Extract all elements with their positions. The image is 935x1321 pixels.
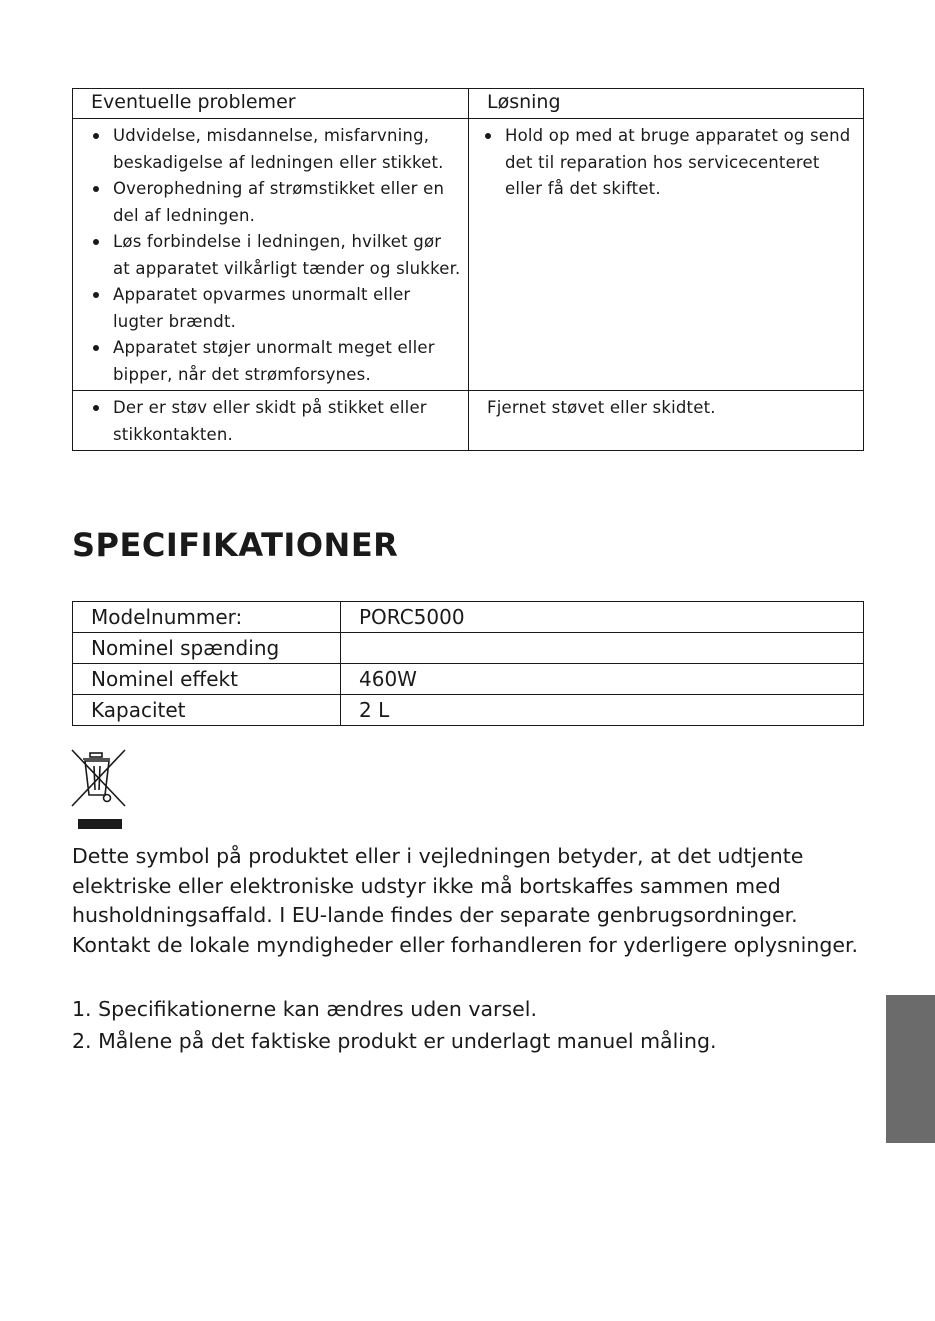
problems-cell [73,391,469,451]
spec-value [341,633,864,664]
spec-label: Nominel spænding [73,633,341,664]
section-heading: SPECIFIKATIONER [72,526,399,564]
table-row [73,633,864,664]
spec-value: PORC5000 [341,602,864,633]
problems-list [91,123,462,388]
table-row [73,664,864,695]
troubleshooting-table [72,88,864,451]
list-item: Hold op med at bruge apparatet og send det til reparation hos servicecenteret eller få det skiftet. [483,123,857,203]
problems-list [91,395,462,448]
spec-label: Modelnummer: [73,602,341,633]
spec-label: Kapacitet [73,695,341,726]
table-header-row [73,89,864,119]
list-item: Apparatet opvarmes unormalt eller lugter brændt. [91,282,462,335]
crossed-out-wheelie-bin-icon [70,748,128,808]
table-row [73,119,864,391]
note-item: 1. Specifikationerne kan ændres uden varsel. [72,997,537,1021]
solution-cell: Fjernet støvet eller skidtet. [469,391,864,451]
list-item: Apparatet støjer unormalt meget eller bipper, når det strømforsynes. [91,335,462,388]
header-solution: Løsning [469,89,864,119]
spec-value: 460W [341,664,864,695]
list-item: Udvidelse, misdannelse, misfarvning, beskadigelse af ledningen eller stikket. [91,123,462,176]
language-side-tab [886,995,935,1143]
spec-value: 2 L [341,695,864,726]
table-row [73,391,864,451]
note-item: 2. Målene på det faktiske produkt er underlagt manuel måling. [72,1029,717,1053]
list-item: Der er støv eller skidt på stikket eller stikkontakten. [91,395,462,448]
header-problems: Eventuelle problemer [73,89,469,119]
disposal-text: Dette symbol på produktet eller i vejledningen betyder, at det udtjente elektriske eller elektroniske udstyr ikke må bortskaffes sammen med husholdningsaffald. I EU-lande findes der separate genbrugsordninger. Kontakt de lokale myndigheder eller forhandleren for yderligere oplysninger. [72,844,859,958]
problems-cell [73,119,469,391]
solution-cell [469,119,864,391]
table-row [73,602,864,633]
specifications-table [72,601,864,726]
spec-label: Nominel effekt [73,664,341,695]
notes-list [72,993,717,1057]
list-item: Løs forbindelse i ledningen, hvilket gør at apparatet vilkårligt tænder og slukker. [91,229,462,282]
table-row [73,695,864,726]
solution-list [483,123,857,203]
weee-bar [78,819,122,829]
list-item: Overophedning af strømstikket eller en del af ledningen. [91,176,462,229]
